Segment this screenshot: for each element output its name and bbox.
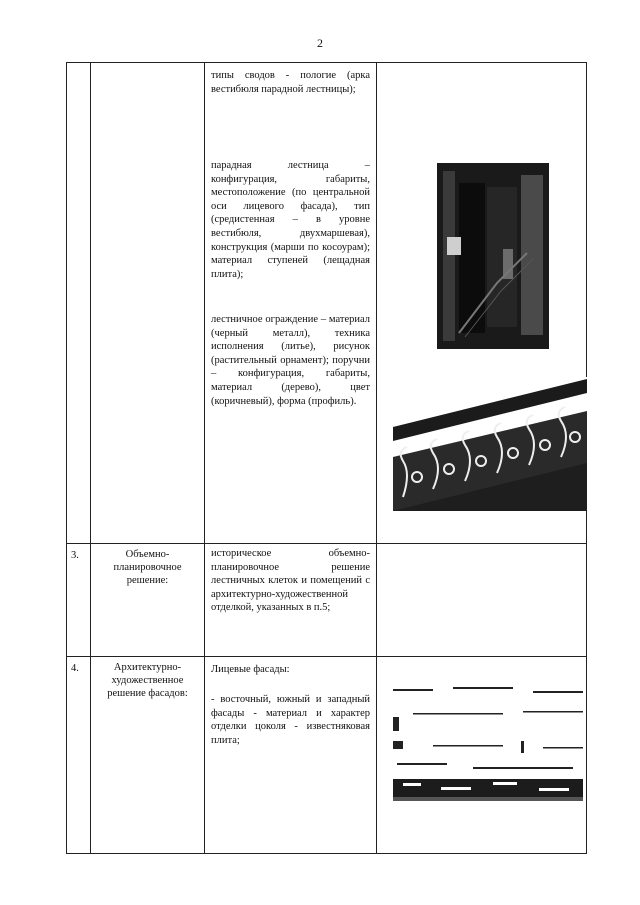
row-description [205,657,377,854]
facades-text: - восточный, южный и западный фасады - материал и характер отделки цоколя - известняковая плита; [211,694,370,746]
monument-subject-table [66,62,587,854]
row-title: Объемно-планировочное решение: [91,544,205,657]
table-row [67,544,587,657]
row-images [377,657,587,854]
row-number [67,63,91,544]
row-number: 3. [67,544,91,657]
row-images [377,544,587,657]
main-staircase-text: парадная лестница – конфигурация, габариты, местоположение (по центральной оси лицевого фасада), тип (средистенная – в уровне вестибюля, двухмаршевая), конструкция (марши по косоурам); материал ступеней (лещадная плита); [211,160,370,280]
row-images [377,63,587,544]
row-description [205,544,377,657]
table-row [67,63,587,544]
row-description [205,63,377,544]
staircase-photo [437,163,549,349]
vaults-text: типы сводов - пологие (арка вестибюля парадной лестницы); [211,70,370,95]
railing-text: лестничное ограждение – материал (черный металл), техника исполнения (литье), рисунок (растительный орнамент); поручни – конфигурация, габариты, материал (дерево), цвет (коричневый), форма (профиль). [211,314,370,407]
facades-heading: Лицевые фасады: [211,664,290,675]
railing-photo [393,377,587,511]
table-row [67,657,587,854]
row-title [91,63,205,544]
row-number: 4. [67,657,91,854]
layout-text: историческое объемно-планировочное решение лестничных клеток и помещений с архитектурно-художественной отделкой, указанных в п.5; [211,548,370,614]
facade-plinth-photo [393,683,583,807]
page-number: 2 [317,36,323,50]
row-title: Архитектурно-художественное решение фасадов: [91,657,205,854]
